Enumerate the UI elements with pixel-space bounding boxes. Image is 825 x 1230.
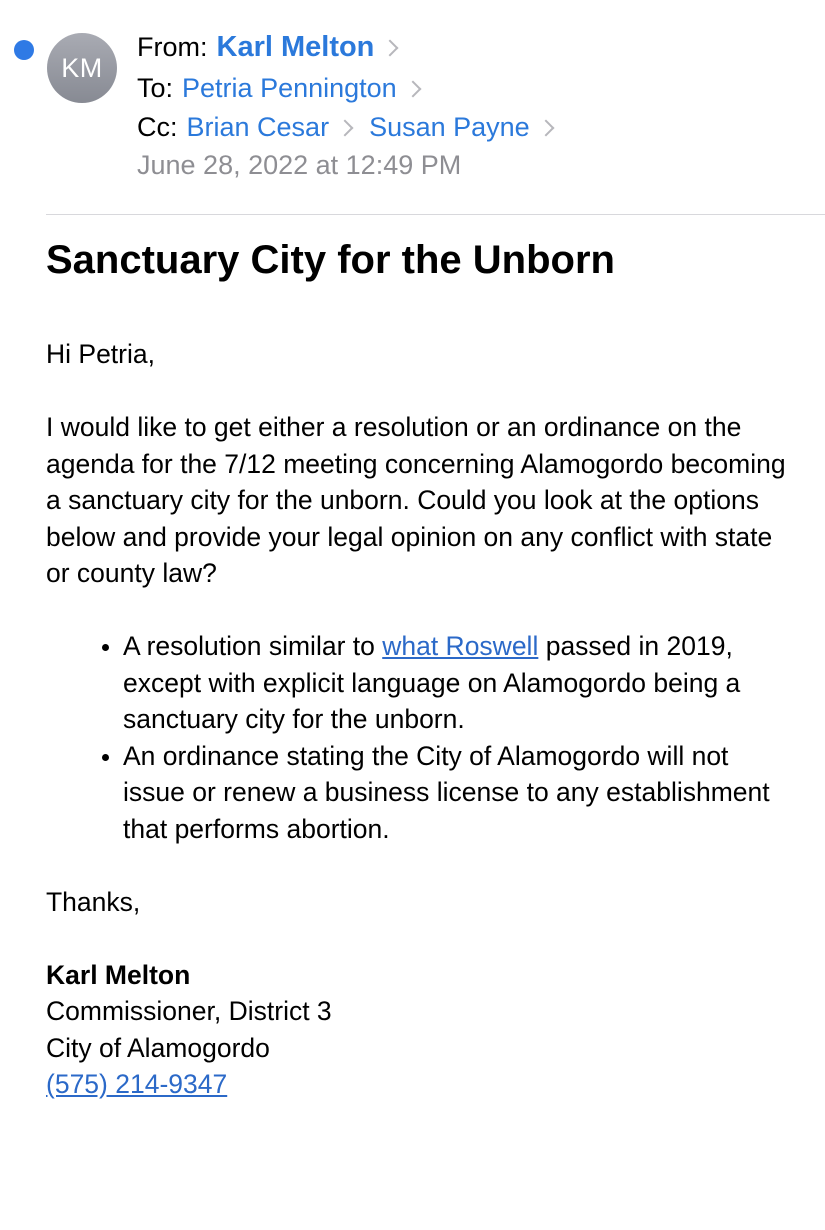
signature-title: Commissioner, District 3	[46, 996, 332, 1026]
from-label: From:	[137, 32, 208, 62]
email-date: June 28, 2022 at 12:49 PM	[137, 150, 462, 180]
chevron-right-icon[interactable]	[537, 119, 554, 136]
cc-row	[137, 112, 570, 143]
roswell-link[interactable]: what Roswell	[382, 631, 539, 661]
chevron-right-icon[interactable]	[404, 80, 421, 97]
to-label: To:	[137, 73, 174, 103]
to-recipient-link[interactable]: Petria Pennington	[182, 73, 397, 103]
bullet-text: A resolution similar to	[123, 631, 383, 661]
from-sender-link[interactable]: Karl Melton	[216, 31, 375, 63]
from-row	[137, 31, 414, 64]
signature-org: City of Alamogordo	[46, 1032, 270, 1063]
avatar[interactable]	[47, 33, 117, 103]
cc-recipient-link[interactable]: Brian Cesar	[186, 112, 330, 142]
avatar-initials: KM	[61, 52, 103, 83]
chevron-right-icon[interactable]	[382, 39, 399, 56]
signature-name: Karl Melton	[46, 959, 191, 990]
chevron-right-icon[interactable]	[337, 119, 354, 136]
header-divider	[46, 214, 825, 215]
signature	[46, 957, 796, 1103]
closing: Thanks,	[46, 886, 141, 917]
phone-link[interactable]: (575) 214-9347	[46, 1069, 228, 1099]
list-item	[123, 628, 796, 738]
cc-label: Cc:	[137, 112, 178, 142]
email-subject: Sanctuary City for the Unborn	[46, 238, 615, 282]
body-paragraph: I would like to get either a resolution or an ordinance on the agenda for the 7/12 meeting concerning Alamogordo becoming a sanctuary city for the unborn. Could you look at the options below and provide your legal opinion on any conflict with state or county law?	[46, 412, 786, 588]
bullet-text: passed in 2019, except with explicit language on Alamogordo being a sanctuary city for the unborn.	[123, 631, 741, 734]
unread-indicator-dot	[14, 40, 34, 60]
options-list	[46, 628, 796, 847]
greeting: Hi Petria,	[46, 339, 155, 369]
email-body	[46, 336, 796, 1103]
cc-recipient-link[interactable]: Susan Payne	[369, 112, 530, 142]
to-row	[137, 73, 437, 104]
list-item: • An ordinance stating the City of Alamogordo will not issue or renew a business license to any establishment that performs abortion.	[123, 738, 796, 848]
